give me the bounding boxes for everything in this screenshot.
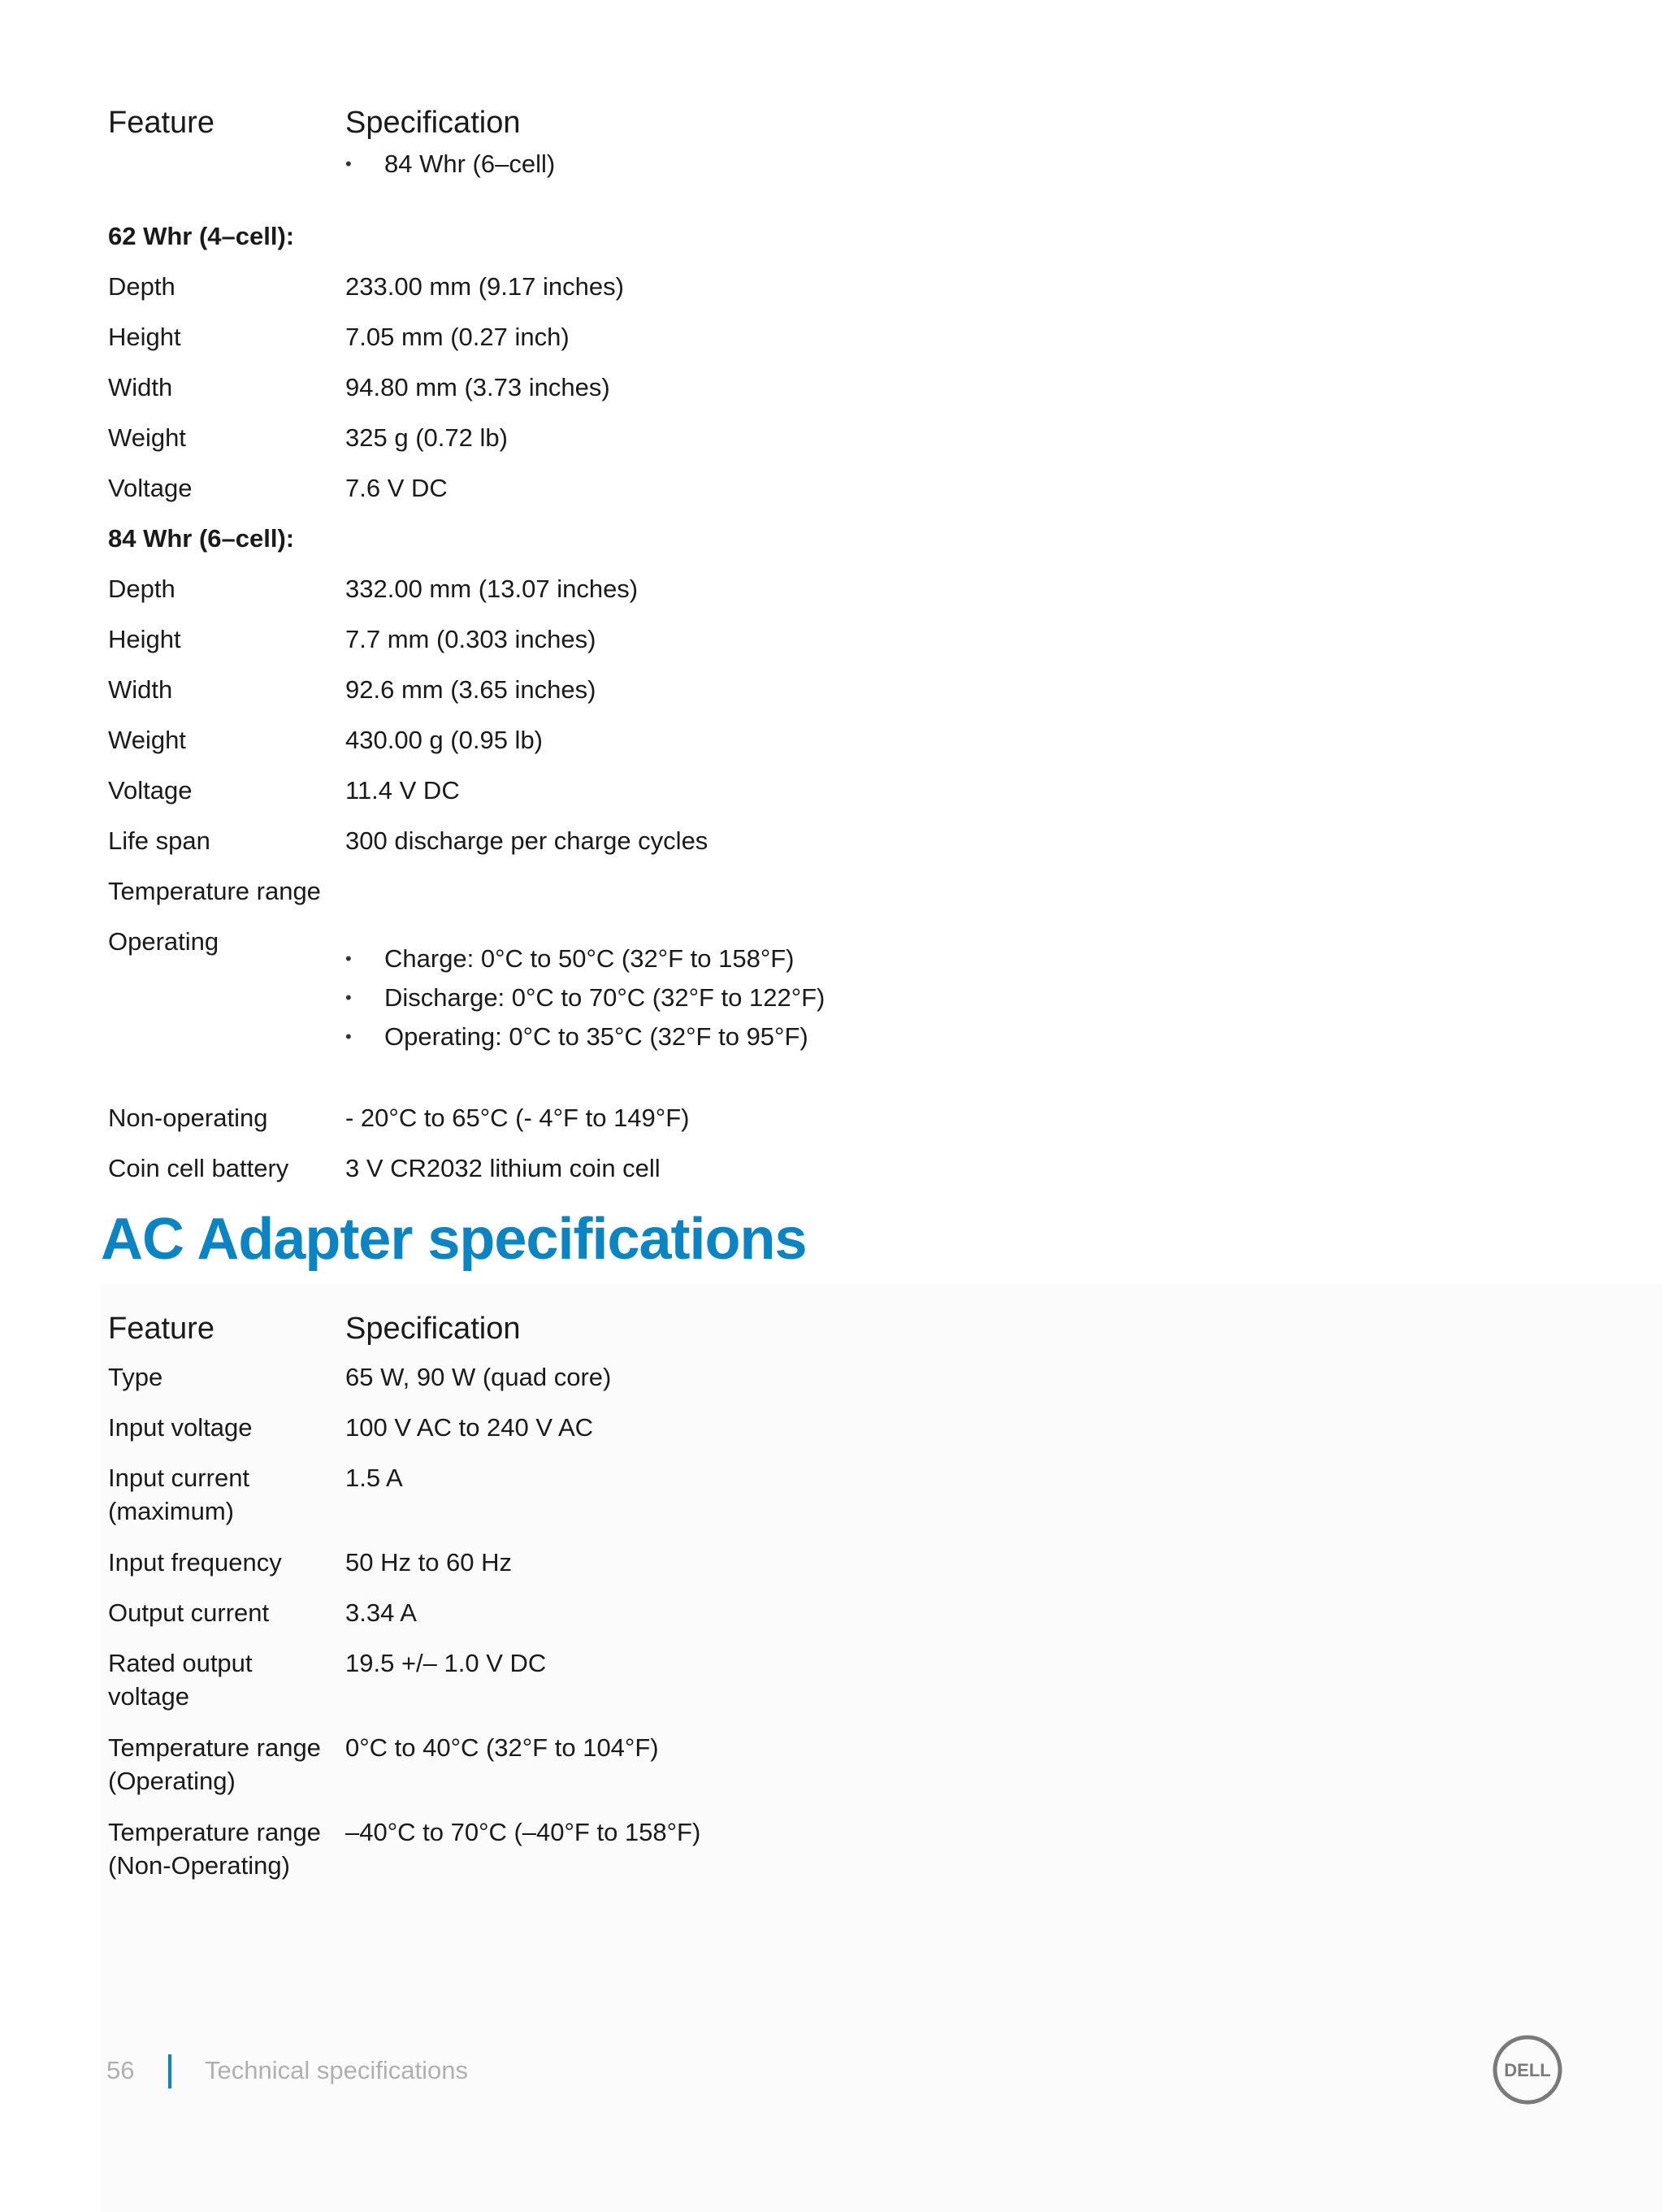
row-feature: Rated output voltage (108, 1649, 253, 1711)
footer-section-title: Technical specifications (205, 2056, 468, 2084)
row-feature: Temperature range (Operating) (108, 1733, 321, 1795)
footer-divider (168, 2054, 171, 2088)
operating-bullet: • Operating: 0°C to 35°C (32°F to 95°F) (345, 1017, 1239, 1056)
row-specification: 1.5 A (345, 1464, 403, 1492)
row-specification: 92.6 mm (3.65 inches) (345, 675, 596, 704)
row-specification: 430.00 g (0.95 lb) (345, 726, 544, 754)
temperature-range-label: Temperature range (108, 877, 321, 905)
row-specification: 7.05 mm (0.27 inch) (345, 323, 570, 351)
group-84-label: 84 Whr (6–cell): (108, 524, 295, 553)
operating-label: Operating (108, 927, 219, 956)
operating-bullet: • Charge: 0°C to 50°C (32°F to 158°F) (345, 939, 1239, 978)
dell-logo (1492, 2034, 1563, 2106)
row-specification: 300 discharge per charge cycles (345, 826, 708, 855)
feature-header: Feature (108, 1312, 214, 1346)
row-specification: 332.00 mm (13.07 inches) (345, 575, 639, 603)
row-feature: Life span (108, 826, 210, 855)
capacity-bullet-list (345, 145, 1239, 184)
row-specification: –40°C to 70°C (–40°F to 158°F) (345, 1818, 701, 1846)
row-feature: Input frequency (108, 1548, 282, 1577)
row-specification: 7.6 V DC (345, 474, 448, 502)
operating-bullet-list (345, 939, 1239, 1056)
section-title: AC Adapter specifications (101, 1207, 807, 1272)
row-specification: 19.5 +/– 1.0 V DC (345, 1649, 547, 1677)
coin-cell-value: 3 V CR2032 lithium coin cell (345, 1154, 661, 1182)
row-feature: Input voltage (108, 1413, 253, 1442)
coin-cell-label: Coin cell battery (108, 1154, 289, 1182)
row-specification: 233.00 mm (9.17 inches) (345, 272, 624, 301)
row-feature: Width (108, 373, 173, 401)
row-feature: Voltage (108, 776, 193, 805)
row-specification: 11.4 V DC (345, 776, 460, 805)
operating-bullet: • Discharge: 0°C to 70°C (32°F to 122°F) (345, 978, 1239, 1017)
row-specification: 50 Hz to 60 Hz (345, 1548, 513, 1577)
specification-header: Specification (345, 106, 521, 140)
logo-wordmark: DELL (1504, 2060, 1551, 2080)
row-feature: Depth (108, 272, 176, 301)
row-feature: Output current (108, 1598, 270, 1627)
row-feature: Temperature range (Non-Operating) (108, 1818, 321, 1880)
row-feature: Type (108, 1363, 163, 1391)
capacity-bullet: • 84 Whr (6–cell) (345, 145, 1239, 184)
non-operating-label: Non-operating (108, 1104, 268, 1132)
row-feature: Weight (108, 726, 186, 754)
row-specification: 100 V AC to 240 V AC (345, 1413, 594, 1442)
row-specification: 65 W, 90 W (quad core) (345, 1363, 612, 1391)
row-specification: 3.34 A (345, 1598, 417, 1627)
row-specification: 7.7 mm (0.303 inches) (345, 625, 596, 653)
row-feature: Height (108, 625, 181, 653)
row-feature: Weight (108, 423, 186, 452)
row-feature: Voltage (108, 474, 193, 502)
row-feature: Width (108, 675, 173, 704)
non-operating-value: - 20°C to 65°C (- 4°F to 149°F) (345, 1104, 690, 1132)
row-feature: Height (108, 323, 181, 351)
row-specification: 94.80 mm (3.73 inches) (345, 373, 610, 401)
row-specification: 325 g (0.72 lb) (345, 423, 508, 452)
page-number: 56 (106, 2056, 135, 2084)
row-specification: 0°C to 40°C (32°F to 104°F) (345, 1733, 659, 1762)
specification-header: Specification (345, 1312, 521, 1346)
feature-header: Feature (108, 106, 214, 140)
group-62-label: 62 Whr (4–cell): (108, 222, 295, 250)
row-feature: Depth (108, 575, 176, 603)
row-feature: Input current (maximum) (108, 1464, 250, 1525)
